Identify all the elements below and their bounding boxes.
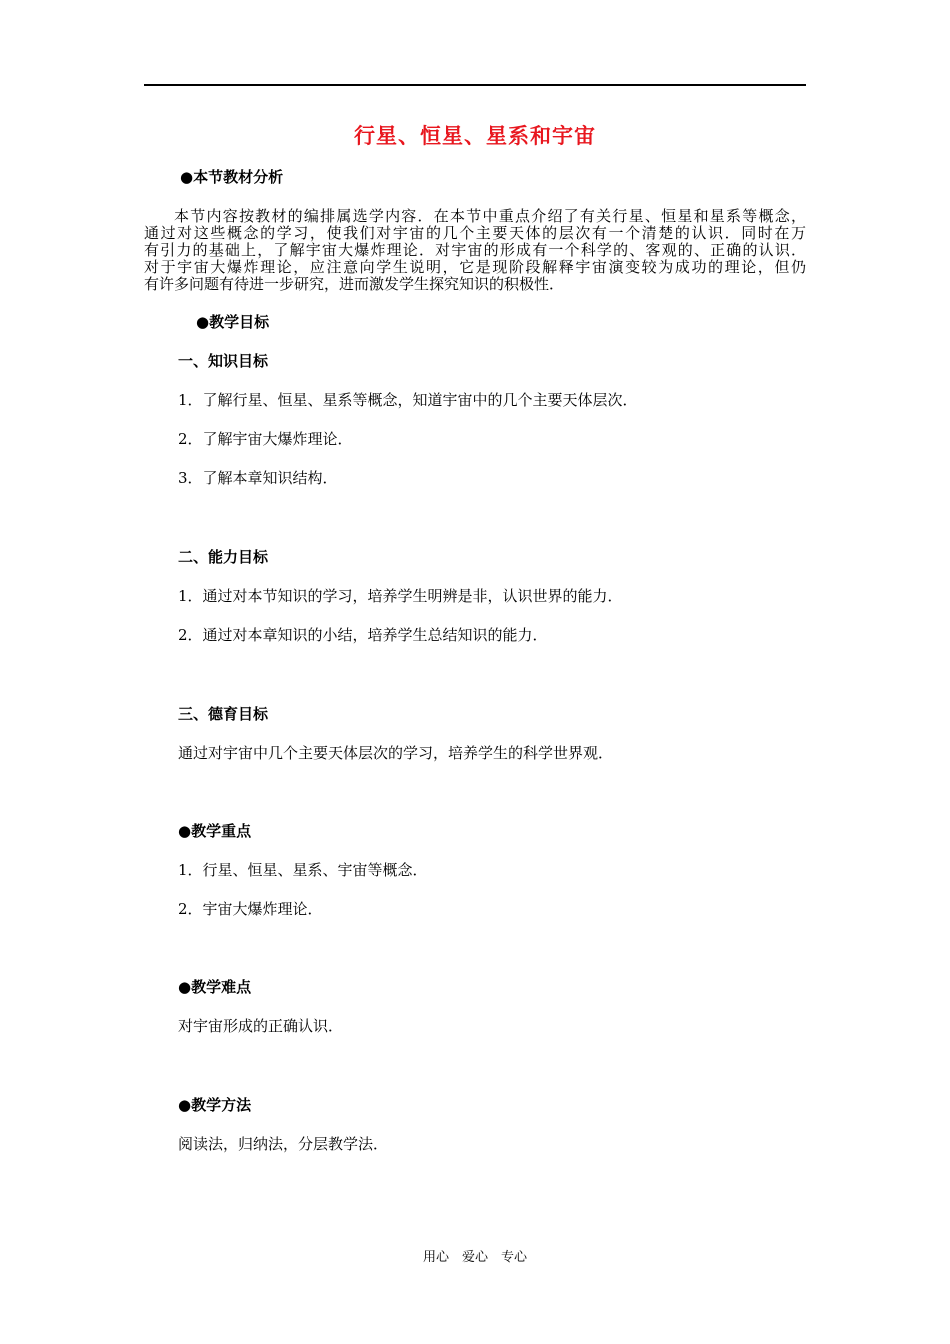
ability-goal-item: 2．通过对本章知识的小结，培养学生总结知识的能力． [178,626,548,644]
difficulties-text: 对宇宙形成的正确认识． [178,1017,344,1035]
analysis-line: 本节内容按教材的编排属选学内容．在本节中重点介绍了有关行星、恒星和星系等概念， [174,207,806,225]
analysis-line: 有许多问题有待进一步研究，进而激发学生探究知识的积极性． [144,275,565,293]
difficulties-heading: ●教学难点 [178,978,252,996]
methods-heading: ●教学方法 [178,1096,252,1114]
methods-text: 阅读法，归纳法，分层教学法． [178,1135,389,1153]
analysis-line: 通过对这些概念的学习，使我们对宇宙的几个主要天体的层次有一个清楚的认识．同时在万 [144,224,806,242]
ability-goal-item: 1．通过对本节知识的学习，培养学生明辨是非，认识世界的能力． [178,587,623,605]
header-rule [144,84,806,86]
key-point-item: 1．行星、恒星、星系、宇宙等概念． [178,861,428,879]
knowledge-goal-item: 1．了解行星、恒星、星系等概念，知道宇宙中的几个主要天体层次． [178,391,638,409]
analysis-line: 对于宇宙大爆炸理论，应注意向学生说明，它是现阶段解释宇宙演变较为成功的理论，但仍 [144,258,806,276]
key-points-heading: ●教学重点 [178,822,252,840]
document-title: 行星、恒星、星系和宇宙 [354,124,596,148]
analysis-line: 有引力的基础上，了解宇宙大爆炸理论．对宇宙的形成有一个科学的、客观的、正确的认识． [144,241,806,259]
analysis-heading: ●本节教材分析 [180,168,284,186]
knowledge-goal-item: 3．了解本章知识结构． [178,469,338,487]
moral-goal-text: 通过对宇宙中几个主要天体层次的学习，培养学生的科学世界观． [178,744,614,762]
page-footer: 用心 爱心 专心 [422,1250,527,1265]
knowledge-goal-item: 2．了解宇宙大爆炸理论． [178,430,353,448]
key-point-item: 2．宇宙大爆炸理论． [178,900,323,918]
knowledge-goals-heading: 一、知识目标 [178,352,269,370]
ability-goals-heading: 二、能力目标 [178,548,269,566]
analysis-paragraph [144,208,806,293]
moral-goals-heading: 三、德育目标 [178,705,269,723]
goals-heading: ●教学目标 [196,313,270,331]
